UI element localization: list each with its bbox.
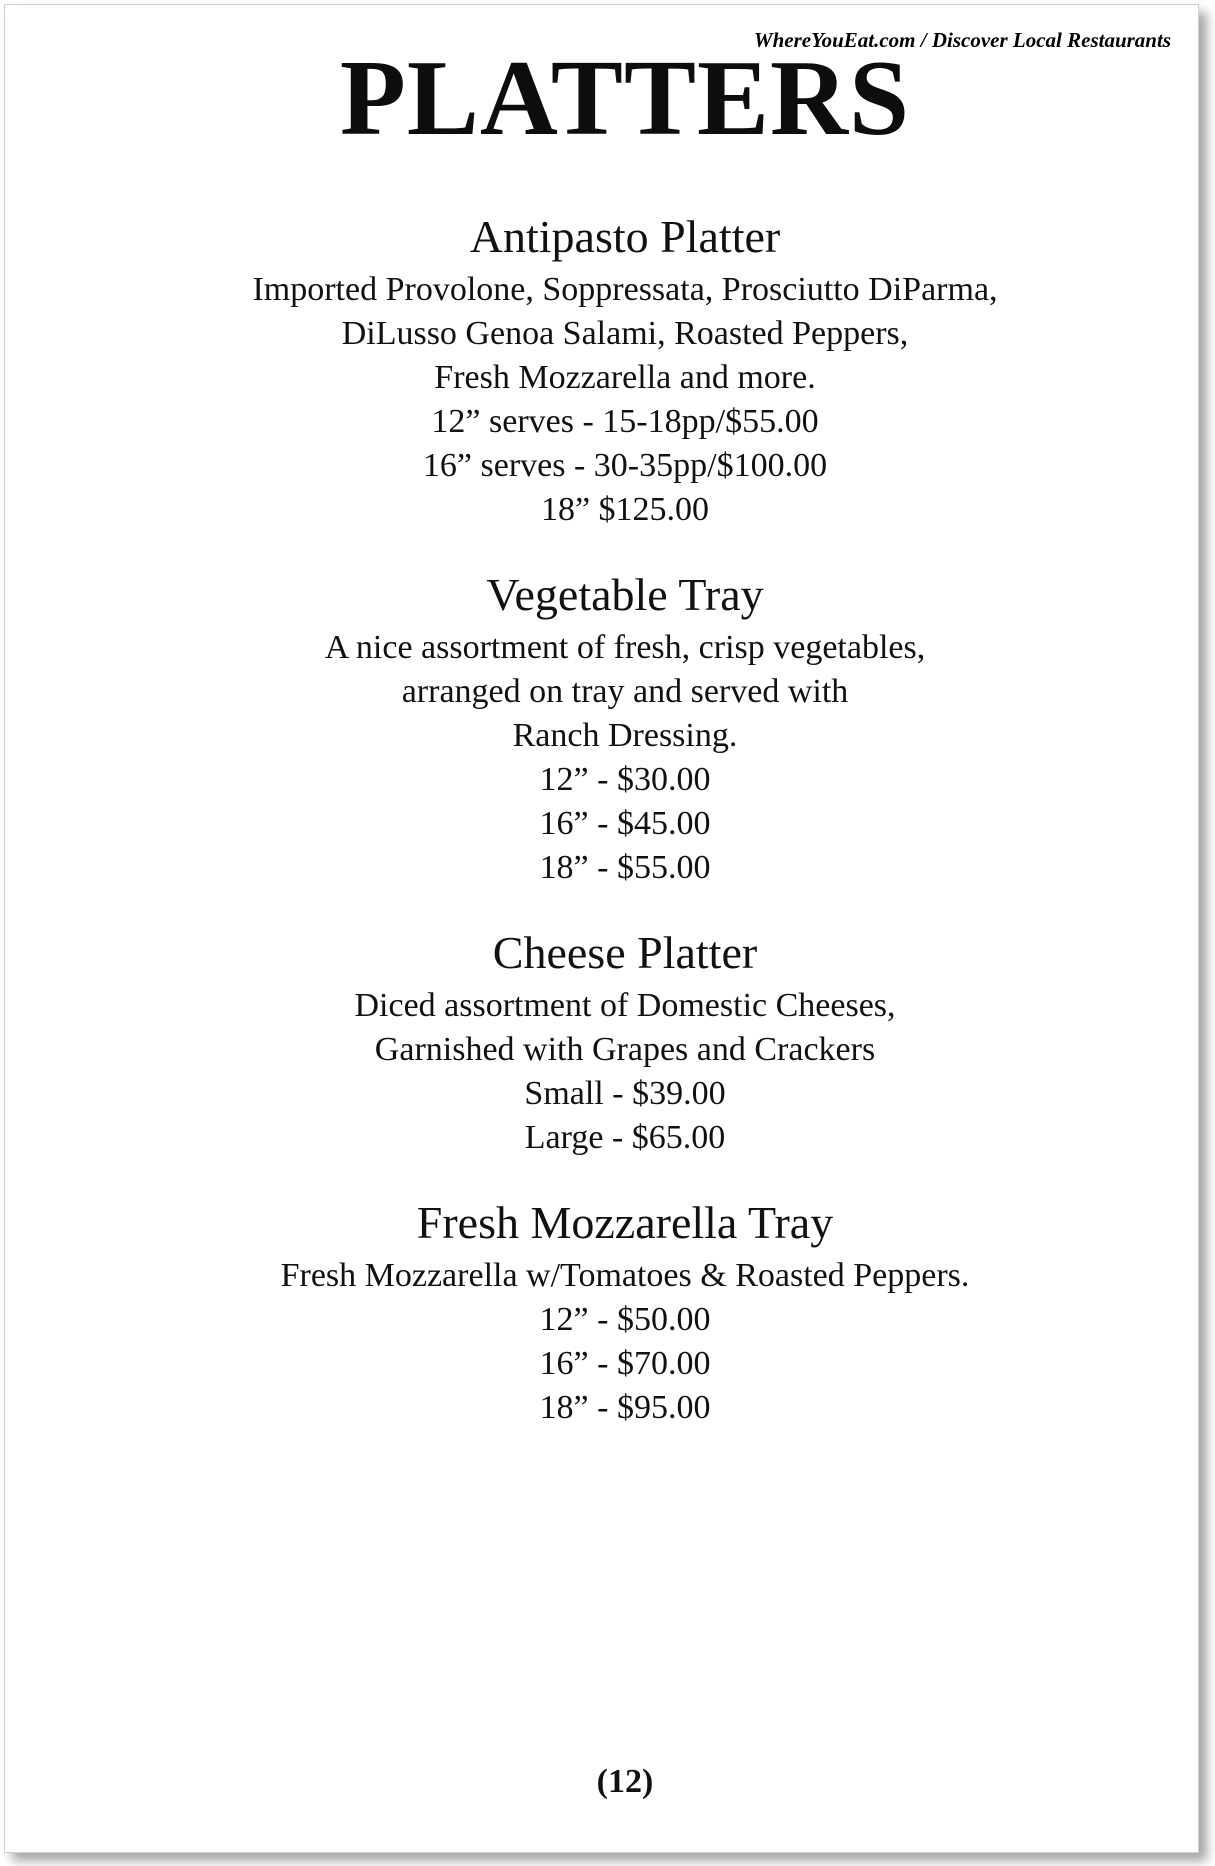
menu-section-antipasto-platter xyxy=(5,210,1215,532)
item-price-line: 12” serves - 15-18pp/$55.00 xyxy=(431,403,819,440)
item-price-line: 16” - $70.00 xyxy=(539,1345,711,1382)
item-description-line: Ranch Dressing. xyxy=(512,717,738,754)
item-description-line: Garnished with Grapes and Crackers xyxy=(374,1031,876,1068)
item-name: Cheese Platter xyxy=(492,927,758,978)
item-description-line: arranged on tray and served with xyxy=(401,673,849,710)
item-price-line: 16” - $45.00 xyxy=(539,805,711,842)
page-number: (12) xyxy=(596,1763,654,1800)
watermark: WhereYouEat.com / Discover Local Restaurants xyxy=(753,28,1171,52)
item-description-line: A nice assortment of fresh, crisp vegetables, xyxy=(324,629,926,666)
item-price-line: 16” serves - 30-35pp/$100.00 xyxy=(422,447,828,484)
menu-section-vegetable-tray xyxy=(5,568,1215,890)
item-price-line: 18” $125.00 xyxy=(540,491,710,528)
item-price-line: 18” - $95.00 xyxy=(539,1389,711,1426)
item-name: Antipasto Platter xyxy=(469,211,781,262)
page-title: PLATTERS xyxy=(339,39,911,158)
item-price-line: 12” - $30.00 xyxy=(539,761,711,798)
item-description-line: Imported Provolone, Soppressata, Prosciutto DiParma, xyxy=(252,271,998,308)
menu-section-fresh-mozzarella-tray xyxy=(5,1196,1215,1430)
item-price-line: 18” - $55.00 xyxy=(539,849,711,886)
item-description-line: Fresh Mozzarella w/Tomatoes & Roasted Peppers. xyxy=(280,1257,970,1294)
item-description-line: DiLusso Genoa Salami, Roasted Peppers, xyxy=(341,315,909,352)
item-name: Fresh Mozzarella Tray xyxy=(416,1197,834,1248)
item-price-line: 12” - $50.00 xyxy=(539,1301,711,1338)
item-price-line: Large - $65.00 xyxy=(524,1119,726,1156)
menu-sections xyxy=(5,210,1215,1466)
menu-section-cheese-platter xyxy=(5,926,1215,1160)
item-description-line: Diced assortment of Domestic Cheeses, xyxy=(354,987,896,1024)
item-name: Vegetable Tray xyxy=(486,569,764,620)
menu-page xyxy=(4,4,1199,1853)
item-price-line: Small - $39.00 xyxy=(524,1075,726,1112)
item-description-line: Fresh Mozzarella and more. xyxy=(434,359,816,396)
